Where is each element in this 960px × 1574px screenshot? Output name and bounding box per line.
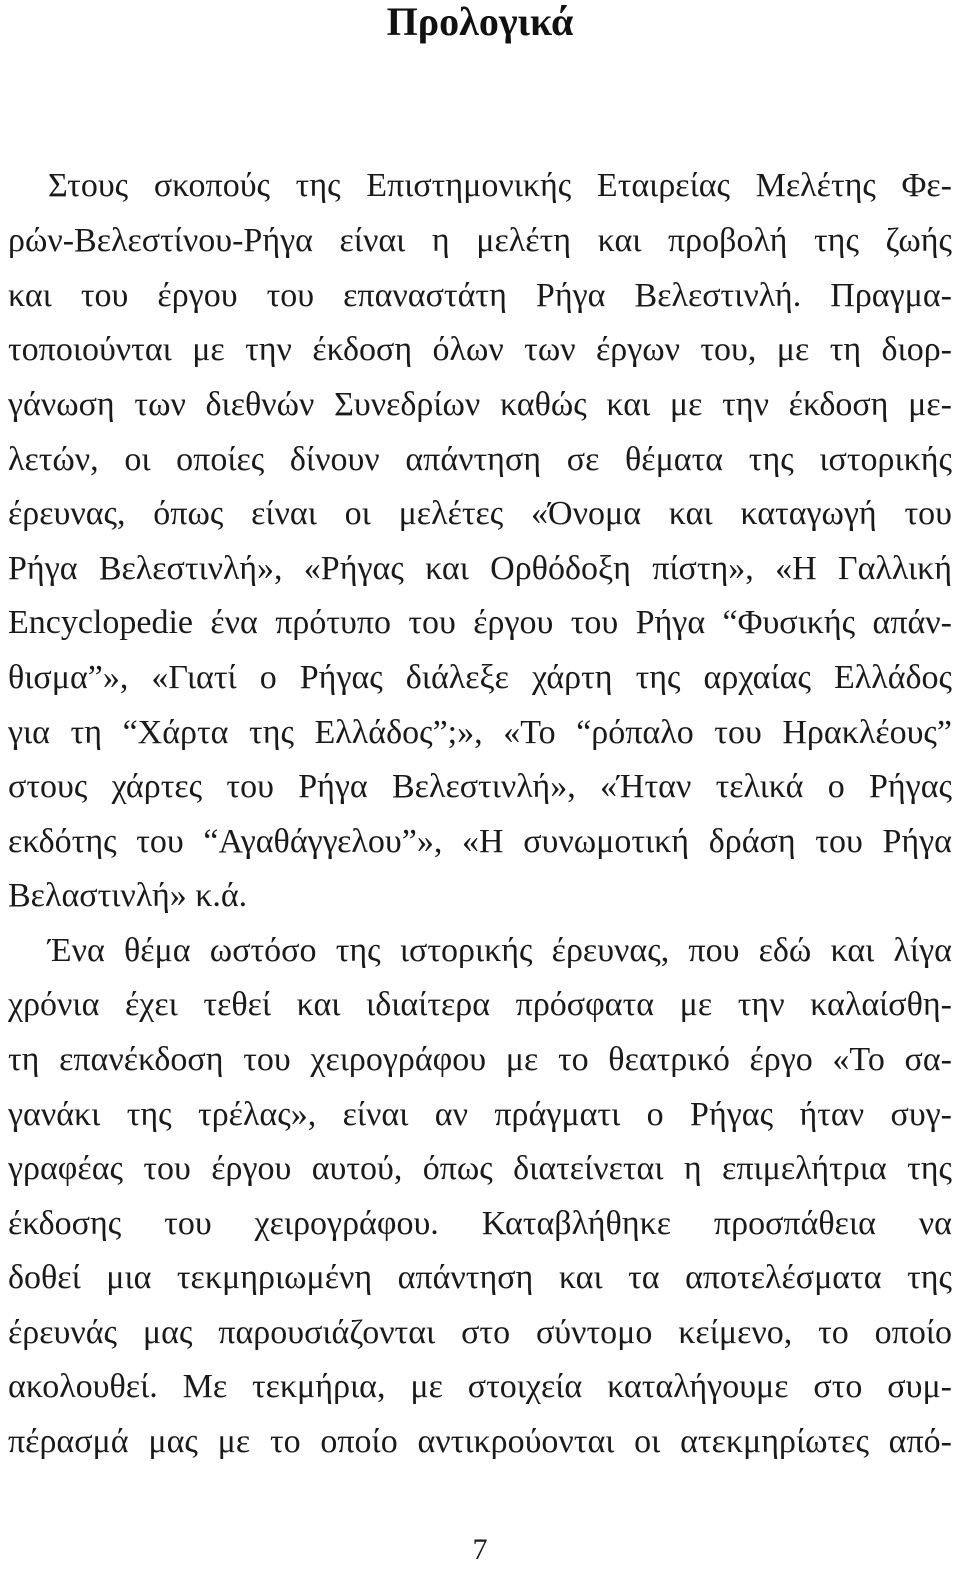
text-line: τοποιούνται με την έκδοση όλων των έργων του, με τη διορ- — [8, 331, 952, 368]
text-line: τη επανέκδοση του χειρογράφου με το θεατρικό έργο «Το σα- — [8, 1041, 952, 1078]
text-line: πέρασμά μας με το οποίο αντικρούονται οι ατεκμηρίωτες από- — [8, 1423, 952, 1460]
text-line: Encyclopedie ένα πρότυπο του έργου του Ρήγα “Φυσικής απάν- — [8, 604, 952, 641]
text-line: Ένα θέμα ωστόσο της ιστορικής έρευνας, που εδώ και λίγα — [48, 932, 952, 969]
text-line: και του έργου του επαναστάτη Ρήγα Βελεστινλή. Πραγμα- — [8, 277, 952, 314]
text-line: θισμα”», «Γιατί ο Ρήγας διάλεξε χάρτη της αρχαίας Ελλάδος — [8, 659, 952, 696]
text-line: έκδοσης του χειρογράφου. Καταβλήθηκε προσπάθεια να — [8, 1205, 952, 1242]
text-line: χρόνια έχει τεθεί και ιδιαίτερα πρόσφατα με την καλαίσθη- — [8, 986, 952, 1023]
text-line: Βελαστινλή» κ.ά. — [8, 877, 248, 914]
text-line: έρευνάς μας παρουσιάζονται στο σύντομο κείμενο, το οποίο — [8, 1314, 952, 1351]
text-line: λετών, οι οποίες δίνουν απάντηση σε θέματα της ιστορικής — [8, 441, 952, 478]
text-line: ρών-Βελεστίνου-Ρήγα είναι η μελέτη και προβολή της ζωής — [8, 222, 952, 259]
text-line: γραφέας του έργου αυτού, όπως διατείνεται η επιμελήτρια της — [8, 1150, 952, 1187]
text-line: γανάκι της τρέλας», είναι αν πράγματι ο Ρήγας ήταν συγ- — [8, 1096, 952, 1133]
text-line: στους χάρτες του Ρήγα Βελεστινλή», «Ήταν τελικά ο Ρήγας — [8, 768, 952, 805]
text-line: για τη “Χάρτα της Ελλάδος”;», «Το “ρόπαλο του Ηρακλέους” — [8, 714, 952, 751]
text-line: δοθεί μια τεκμηριωμένη απάντηση και τα αποτελέσματα της — [8, 1259, 952, 1296]
page-number: 7 — [472, 1533, 488, 1566]
text-line: εκδότης του “Αγαθάγγελου”», «Η συνωμοτική δράση του Ρήγα — [8, 823, 952, 860]
text-line: ακολουθεί. Με τεκμήρια, με στοιχεία καταλήγουμε στο συμ- — [8, 1368, 952, 1405]
text-line: Στους σκοπούς της Επιστημονικής Εταιρείας Μελέτης Φε- — [48, 167, 952, 204]
text-line: έρευνας, όπως είναι οι μελέτες «Όνομα και καταγωγή του — [8, 495, 952, 532]
text-line: Ρήγα Βελεστινλή», «Ρήγας και Ορθόδοξη πίστη», «Η Γαλλική — [8, 550, 952, 587]
page-title: Προλογικά — [386, 0, 574, 44]
text-line: γάνωση των διεθνών Συνεδρίων καθώς και με την έκδοση με- — [8, 386, 952, 423]
